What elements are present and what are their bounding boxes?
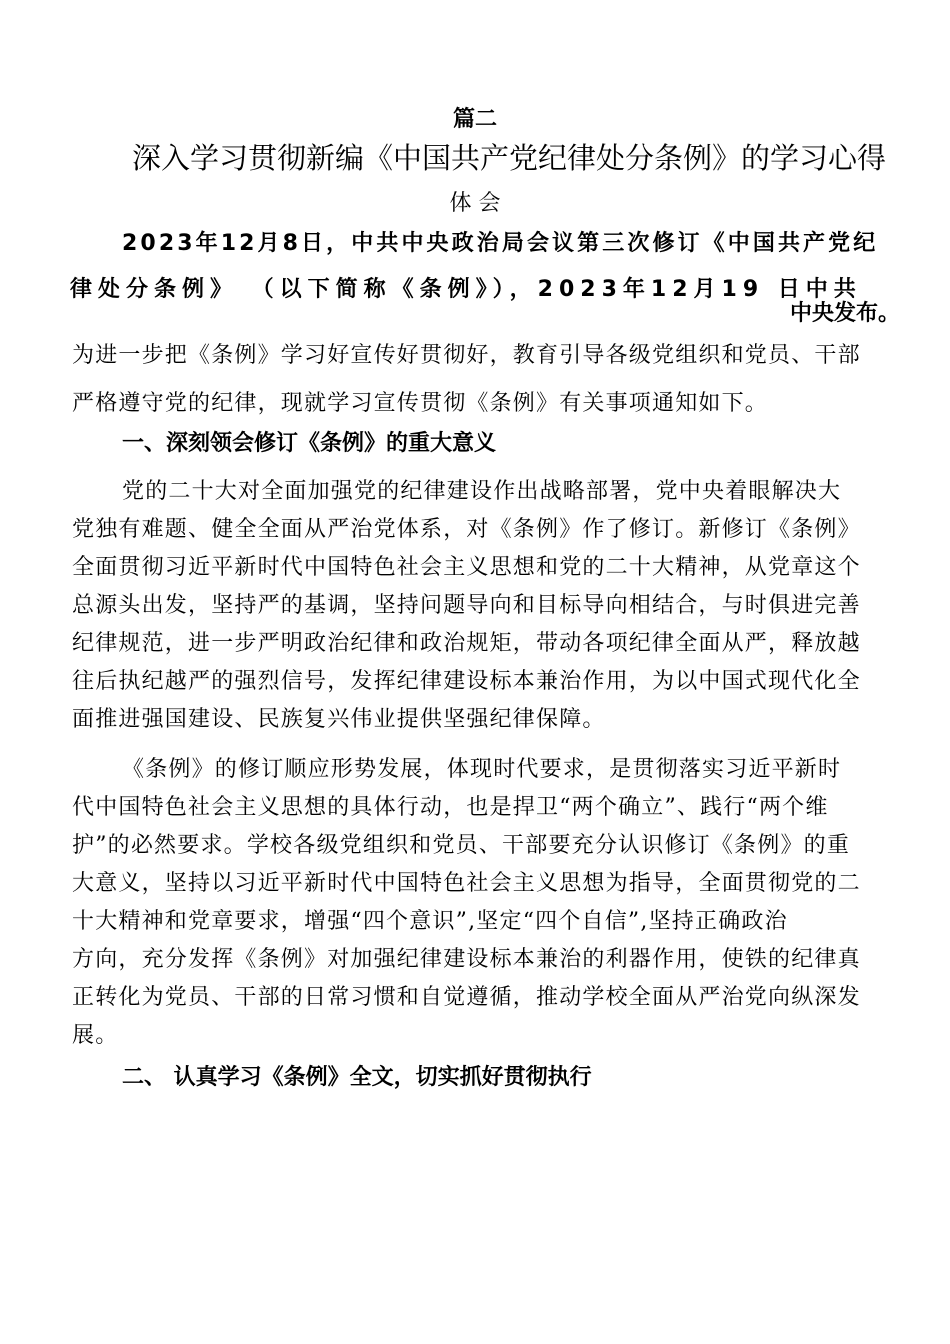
paragraph-line: 护”的必然要求。学校各级党组织和党员、干部要充分认识修订《条例》的重 [72, 833, 851, 858]
intro-bold-line: 中央发布。 [790, 301, 901, 326]
paragraph-line: 纪律规范，进一步严明政治纪律和政治规矩，带动各项纪律全面从严，释放越 [72, 631, 861, 656]
section-label: 篇二 [452, 107, 497, 132]
paragraph-line: 方向，充分发挥《条例》对加强纪律建设标本兼治的利器作用，使铁的纪律真 [72, 947, 861, 972]
paragraph-line: 代中国特色社会主义思想的具体行动，也是捍卫“两个确立”、践行“两个维 [72, 795, 829, 820]
paragraph-line: 往后执纪越严的强烈信号，发挥纪律建设标本兼治作用，为以中国式现代化全 [72, 669, 861, 694]
paragraph-line: 总源头出发，坚持严的基调，坚持问题导向和目标导向相结合，与时俱进完善 [72, 593, 861, 618]
paragraph-line: 十大精神和党章要求，增强“四个意识”,坚定“四个自信”,坚持正确政治 [72, 909, 788, 934]
section-heading-1: 一、深刻领会修订《条例》的重大意义 [122, 431, 497, 456]
intro-paragraph-line: 严格遵守党的纪律，现就学习宣传贯彻《条例》有关事项通知如下。 [72, 391, 769, 416]
section-heading-2: 二、 认真学习《条例》全文，切实抓好贯彻执行 [122, 1065, 592, 1090]
paragraph-line: 展。 [72, 1023, 119, 1048]
intro-bold-line: 律处分条例》 （以下简称《条例》），2023年12月19 日中共 [70, 277, 862, 302]
paragraph-line: 全面贯彻习近平新时代中国特色社会主义思想和党的二十大精神，从党章这个 [72, 555, 861, 580]
document-title: 深入学习贯彻新编《中国共产党纪律处分条例》的学习心得 [132, 141, 887, 175]
paragraph-line: 正转化为党员、干部的日常习惯和自觉遵循，推动学校全面从严治党向纵深发 [72, 985, 861, 1010]
paragraph-line: 《条例》的修订顺应形势发展，体现时代要求，是贯彻落实习近平新时 [122, 757, 842, 782]
intro-bold-line: 2023年12月8日，中共中央政治局会议第三次修订《中国共产党纪 [122, 231, 879, 256]
intro-paragraph-line: 为进一步把《条例》学习好宣传好贯彻好，教育引导各级党组织和党员、干部 [72, 343, 861, 368]
paragraph-line: 大意义，坚持以习近平新时代中国特色社会主义思想为指导，全面贯彻党的二 [72, 871, 861, 896]
document-title-continued: 体 会 [449, 191, 501, 216]
paragraph-line: 党的二十大对全面加强党的纪律建设作出战略部署，党中央着眼解决大 [122, 479, 842, 504]
paragraph-line: 党独有难题、健全全面从严治党体系，对《条例》作了修订。新修订《条例》 [72, 517, 861, 542]
paragraph-line: 面推进强国建设、民族复兴伟业提供坚强纪律保障。 [72, 707, 606, 732]
